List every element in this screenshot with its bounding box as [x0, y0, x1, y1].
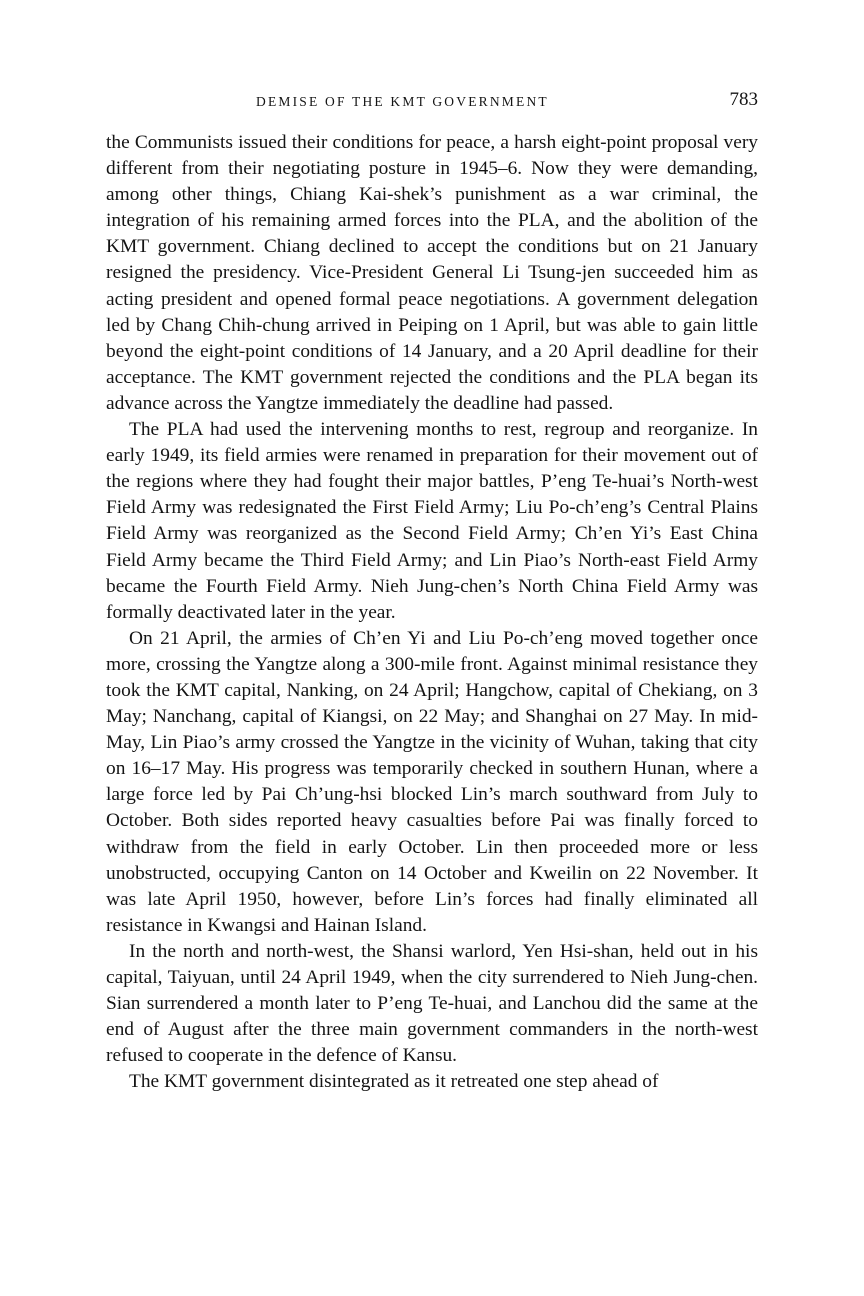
paragraph-yangtze-crossing: On 21 April, the armies of Ch’en Yi and Liu Po-ch’eng moved together once more, crossing the Yangtze along a 300-mile front. Against minimal resistance they took the KMT capital, Nanking, on 24 April; Hangchow, capital of Chekiang, on 3 May; Nanchang, capital of Kiangsi, on 22 May; and Shanghai on 27 May. In mid-May, Lin Piao’s army crossed the Yangtze in the vicinity of Wuhan, taking that city on 16–17 May. His progress was temporarily checked in southern Hunan, where a large force led by Pai Ch’ung-hsi blocked Lin’s march southward from July to October. Both sides reported heavy casualties before Pai was finally forced to withdraw from the field in early October. Lin then proceeded more or less unobstructed, occupying Canton on 14 October and Kweilin on 22 November. It was late April 1950, however, before Lin’s forces had finally eliminated all resistance in Kwangsi and Hainan Island. [106, 627, 758, 936]
paragraph-continued: the Communists issued their conditions for peace, a harsh eight-point proposal very different from their negotiating posture in 1945–6. Now they were demanding, among other things, Chiang Kai-shek’s punishment as a war criminal, the integration of his remaining armed forces into the PLA, and the abolition of the KMT government. Chiang declined to accept the conditions but on 21 January resigned the presidency. Vice-President General Li Tsung-jen succeeded him as acting president and opened formal peace negotiations. A government delegation led by Chang Chih-chung arrived in Peiping on 1 April, but was able to gain little beyond the eight-point conditions of 14 January, and a 20 April deadline for their acceptance. The KMT government rejected the conditions and the PLA began its advance across the Yangtze immediately the deadline had passed. [106, 132, 758, 414]
running-title: DEMISE OF THE KMT GOVERNMENT [256, 94, 549, 109]
body-text [106, 130, 758, 1095]
running-head [106, 89, 758, 116]
paragraph-pla-reorganization: The PLA had used the intervening months to rest, regroup and reorganize. In early 1949, its field armies were renamed in preparation for their movement out of the regions where they had fought their major battles, P’eng Te-huai’s North-west Field Army was redesignated the First Field Army; Liu Po-ch’eng’s Central Plains Field Army was reorganized as the Second Field Army; Ch’en Yi’s East China Field Army became the Third Field Army; and Lin Piao’s North-east Field Army became the Fourth Field Army. Nieh Jung-chen’s North China Field Army was formally deactivated later in the year. [106, 419, 758, 623]
page-number: 783 [729, 89, 758, 110]
paragraph-kmt-retreat: The KMT government disintegrated as it retreated one step ahead of [129, 1071, 659, 1093]
paragraph-north-northwest: In the north and north-west, the Shansi warlord, Yen Hsi-shan, held out in his capital, Taiyuan, until 24 April 1949, when the city surrendered to Nieh Jung-chen. Sian surrendered a month later to P’eng Te-huai, and Lanchou did the same at the end of August after the three main government commanders in the north-west refused to cooperate in the defence of Kansu. [106, 940, 758, 1067]
